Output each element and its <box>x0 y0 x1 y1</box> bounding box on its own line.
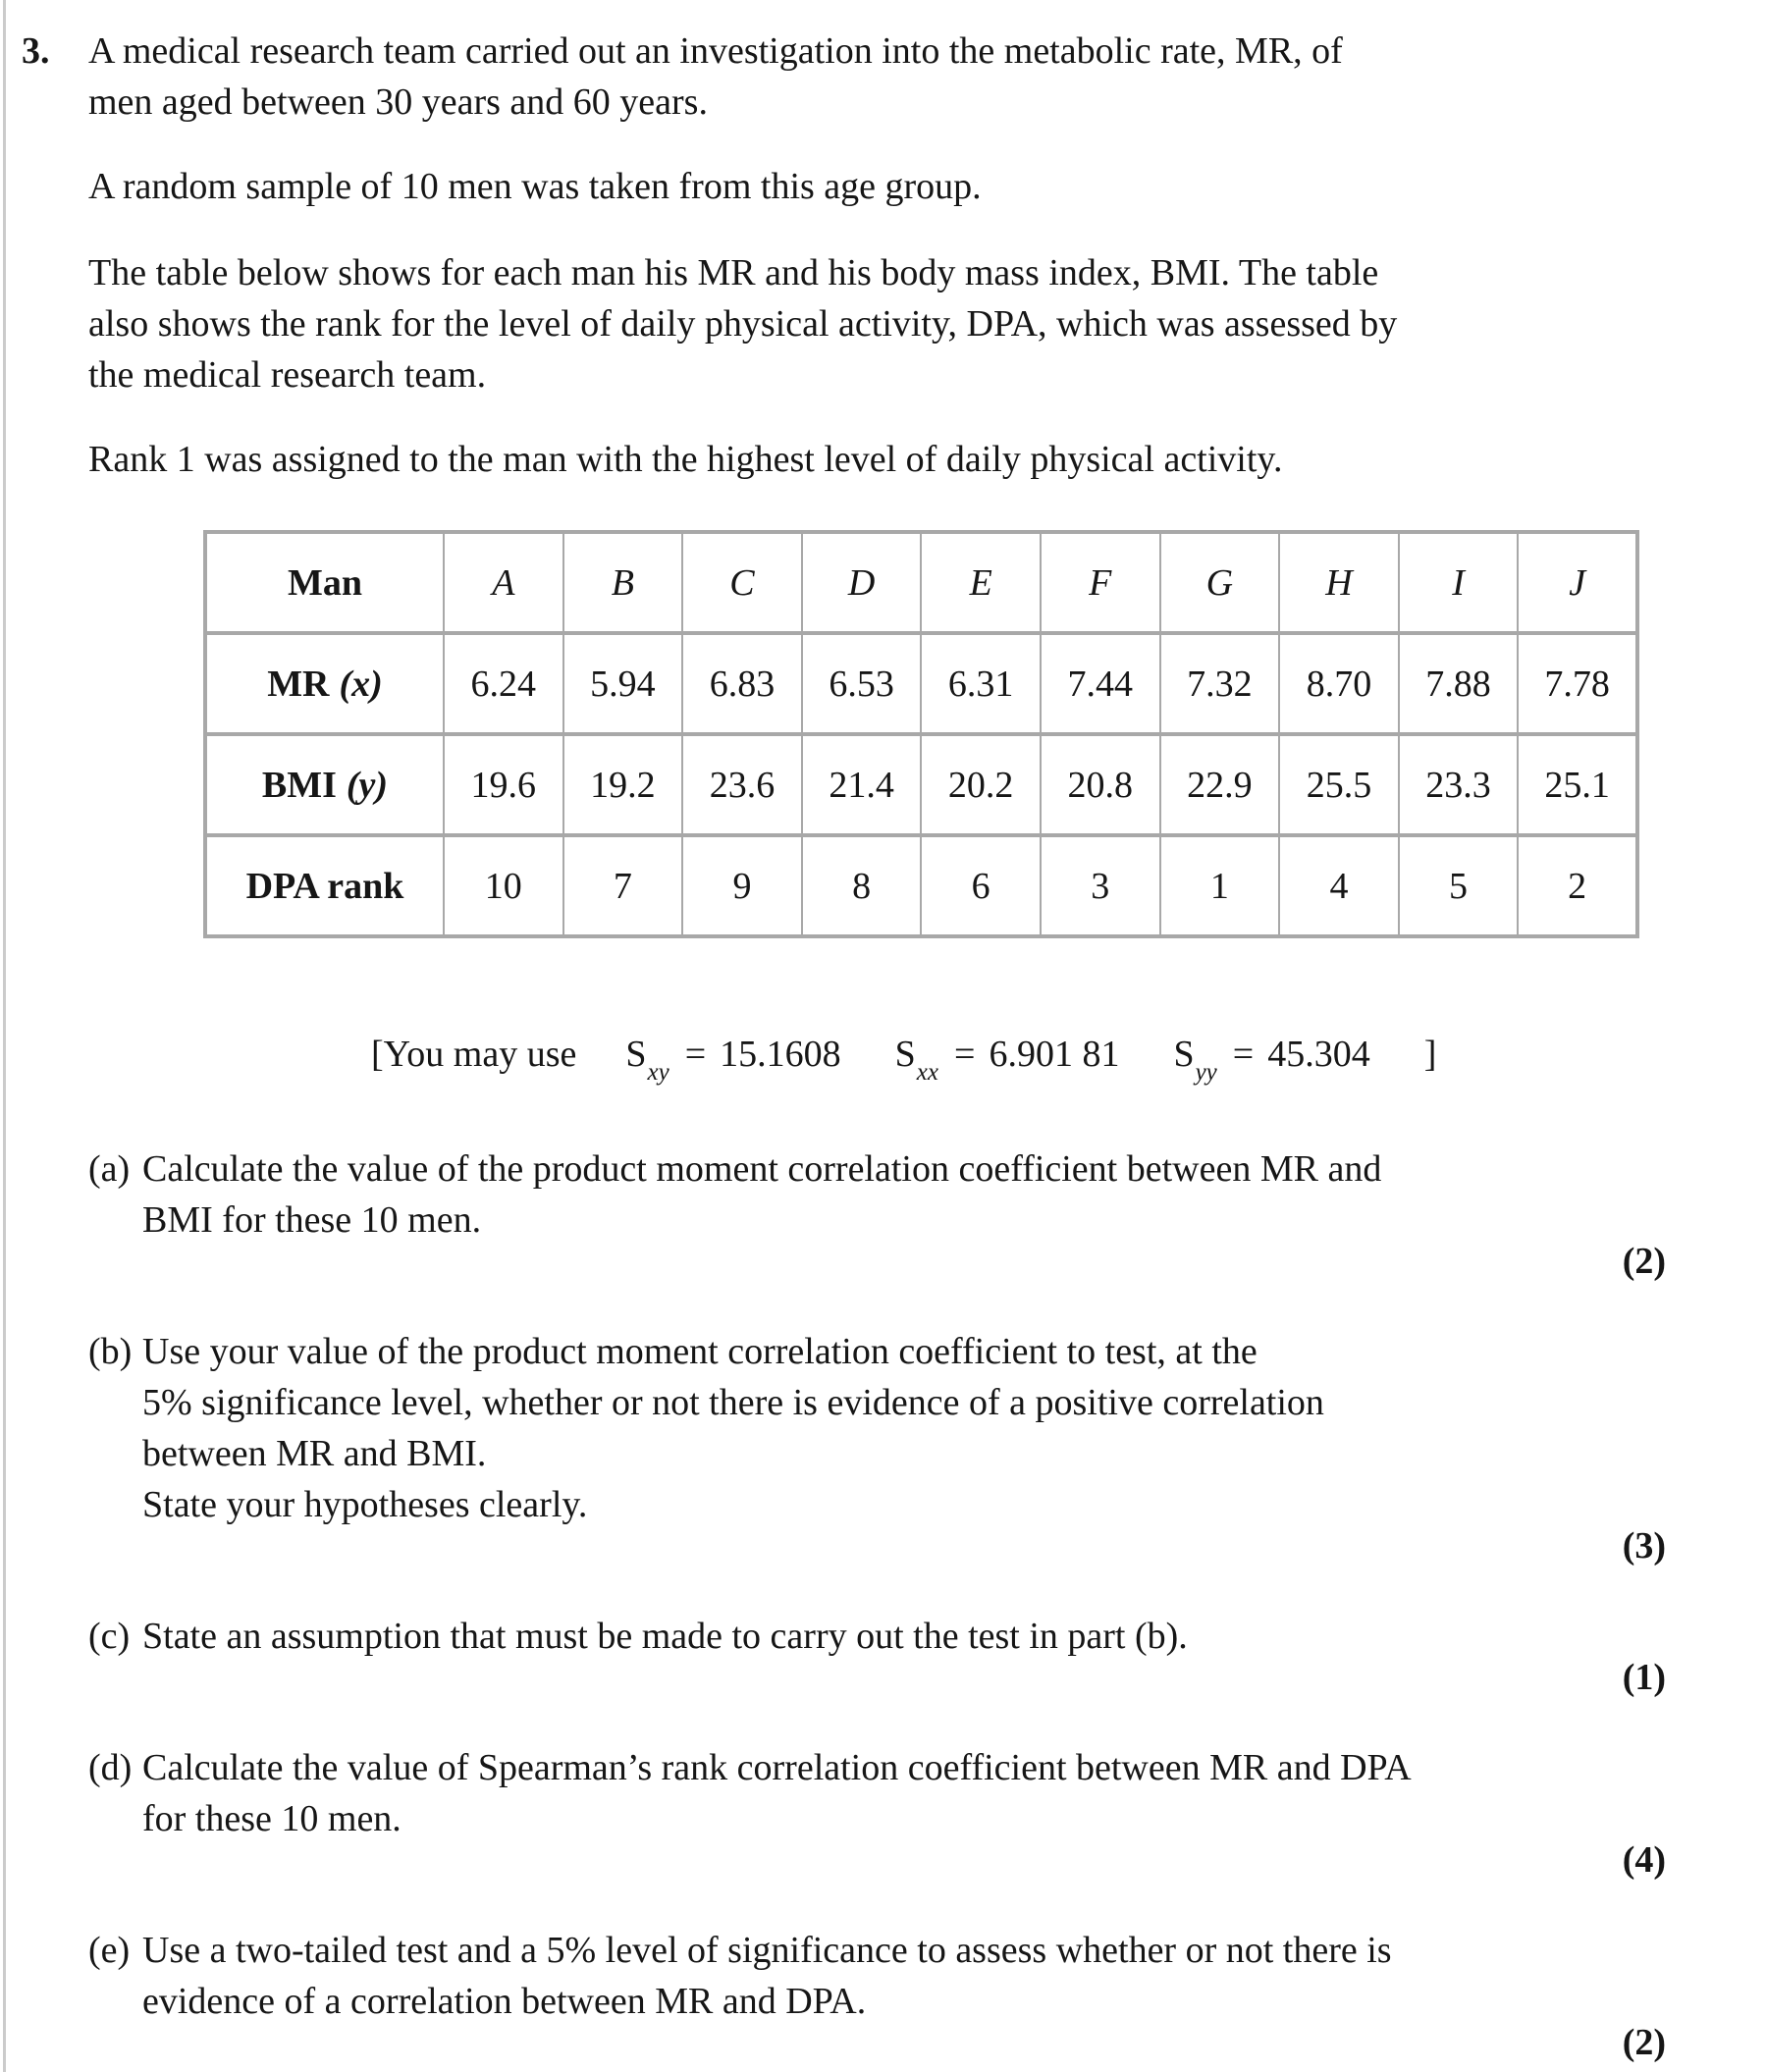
intro-paragraph <box>88 161 1666 212</box>
table-value-cell: 22.9 <box>1160 734 1280 835</box>
intro-paragraph <box>88 26 1666 128</box>
paragraph-line: men aged between 30 years and 60 years. <box>88 81 708 123</box>
part-line: State an assumption that must be made to carry out the test in part (b). <box>142 1616 1188 1657</box>
paragraph-line: A medical research team carried out an investigation into the metabolic rate, MR, of <box>88 30 1343 72</box>
part-body <box>142 1143 1666 1246</box>
formula-subscript: yy <box>1195 1059 1217 1086</box>
row-header-cell <box>205 734 444 835</box>
formula-value: 15.1608 <box>720 1034 841 1075</box>
part-body <box>142 1925 1666 2027</box>
part-group <box>88 1143 1666 1287</box>
part-body <box>142 1742 1666 1844</box>
table-value-cell: 6.83 <box>682 633 802 734</box>
table-value-cell: 6.53 <box>802 633 922 734</box>
table-value-cell: 8 <box>802 835 922 936</box>
page-edge-line <box>3 0 6 2072</box>
table-value-cell: 20.8 <box>1041 734 1160 835</box>
man-letter-cell: A <box>444 532 563 633</box>
table-value-cell: 6.24 <box>444 633 563 734</box>
table-row <box>205 734 1637 835</box>
table-value-cell: 21.4 <box>802 734 922 835</box>
paragraph-line: Rank 1 was assigned to the man with the highest level of daily physical activity. <box>88 439 1283 480</box>
question-part <box>88 1742 1666 1844</box>
marks-badge: (1) <box>1622 1657 1666 1698</box>
usage-note-lead: You may use <box>383 1034 577 1075</box>
part-line: Calculate the value of the product moment correlation coefficient between MR and <box>142 1148 1382 1190</box>
table-value-cell: 7.32 <box>1160 633 1280 734</box>
paragraph-line: also shows the rank for the level of daily physical activity, DPA, which was assessed by <box>88 303 1398 345</box>
table-value-cell: 2 <box>1518 835 1637 936</box>
usage-note <box>371 1023 1666 1104</box>
parts <box>88 1143 1666 2068</box>
part-group <box>88 1326 1666 1571</box>
part-body <box>142 1611 1666 1662</box>
table-value-cell: 20.2 <box>921 734 1041 835</box>
part-line: BMI for these 10 men. <box>142 1199 482 1241</box>
paragraph-line: the medical research team. <box>88 354 487 396</box>
row-header-label: MR <box>267 663 330 705</box>
part-label: (c) <box>88 1616 131 1657</box>
part-label: (a) <box>88 1148 131 1190</box>
part-line: evidence of a correlation between MR and DPA. <box>142 1981 867 2022</box>
part-line: for these 10 men. <box>142 1798 401 1839</box>
table-value-cell: 10 <box>444 835 563 936</box>
table-value-cell: 19.2 <box>563 734 683 835</box>
data-table <box>203 530 1639 938</box>
formula-value: 45.304 <box>1267 1034 1370 1075</box>
open-bracket: [ <box>371 1034 384 1075</box>
part-label: (e) <box>88 1930 131 1971</box>
part-line: Calculate the value of Spearman’s rank correlation coefficient between MR and DPA <box>142 1747 1412 1788</box>
question-part <box>88 1143 1666 1246</box>
intro-paragraph <box>88 247 1666 400</box>
table-row-men <box>205 532 1637 633</box>
equals-sign: = <box>954 1034 976 1075</box>
formula-symbol: S <box>1173 1034 1195 1075</box>
table-value-cell: 5 <box>1399 835 1519 936</box>
row-header-cell <box>205 835 444 936</box>
intro-paragraph <box>88 434 1666 485</box>
man-letter-cell: G <box>1160 532 1280 633</box>
part-group <box>88 1611 1666 1703</box>
man-letter-cell: I <box>1399 532 1519 633</box>
formula-subscript: xx <box>916 1059 938 1086</box>
paragraph-line: The table below shows for each man his MR and his body mass index, BMI. The table <box>88 252 1379 293</box>
table-value-cell: 7.44 <box>1041 633 1160 734</box>
man-letter-cell: J <box>1518 532 1637 633</box>
formula-value: 6.901 81 <box>989 1034 1120 1075</box>
part-group <box>88 1742 1666 1886</box>
part-label: (d) <box>88 1747 133 1788</box>
table-value-cell: 4 <box>1279 835 1399 936</box>
equals-sign: = <box>1232 1034 1255 1075</box>
formula-subscript: xy <box>647 1059 669 1086</box>
part-line: 5% significance level, whether or not there is evidence of a positive correlation <box>142 1382 1324 1423</box>
table-value-cell: 8.70 <box>1279 633 1399 734</box>
formula-term <box>1173 1034 1370 1086</box>
man-letter-cell: E <box>921 532 1041 633</box>
part-line: Use a two-tailed test and a 5% level of significance to assess whether or not there is <box>142 1930 1392 1971</box>
table-value-cell: 7.88 <box>1399 633 1519 734</box>
formula-symbol: S <box>894 1034 916 1075</box>
question-number: 3. <box>22 30 50 72</box>
formula-term <box>625 1034 841 1086</box>
table-value-cell: 9 <box>682 835 802 936</box>
close-bracket: ] <box>1423 1034 1437 1075</box>
table-value-cell: 23.3 <box>1399 734 1519 835</box>
equals-sign: = <box>684 1034 707 1075</box>
table-value-cell: 25.5 <box>1279 734 1399 835</box>
paragraph-line: A random sample of 10 men was taken from this age group. <box>88 166 982 207</box>
table-row <box>205 835 1637 936</box>
man-letter-cell: H <box>1279 532 1399 633</box>
man-letter-cell: F <box>1041 532 1160 633</box>
part-label: (b) <box>88 1331 133 1372</box>
question-part <box>88 1925 1666 2027</box>
marks-badge: (3) <box>1622 1525 1666 1567</box>
part-group <box>88 1925 1666 2068</box>
table-value-cell: 3 <box>1041 835 1160 936</box>
table-value-cell: 25.1 <box>1518 734 1637 835</box>
table-value-cell: 7 <box>563 835 683 936</box>
table-value-cell: 7.78 <box>1518 633 1637 734</box>
row-header-variable: (x) <box>339 663 383 705</box>
row-header-variable: (y) <box>346 764 389 806</box>
man-letter-cell: C <box>682 532 802 633</box>
part-body <box>142 1326 1666 1530</box>
data-table-body <box>205 532 1637 936</box>
table-value-cell: 5.94 <box>563 633 683 734</box>
question-part <box>88 1611 1666 1662</box>
formula-term <box>894 1034 1120 1086</box>
table-value-cell: 6.31 <box>921 633 1041 734</box>
table-row <box>205 633 1637 734</box>
question-part <box>88 1326 1666 1530</box>
intro-paragraphs <box>88 26 1666 485</box>
man-letter-cell: D <box>802 532 922 633</box>
row-header-label: DPA rank <box>245 865 404 907</box>
marks-badge: (2) <box>1622 1241 1666 1282</box>
formula-symbol: S <box>625 1034 647 1075</box>
table-value-cell: 19.6 <box>444 734 563 835</box>
table-corner-cell: Man <box>205 532 444 633</box>
marks-badge: (4) <box>1622 1839 1666 1881</box>
table-value-cell: 1 <box>1160 835 1280 936</box>
row-header-cell <box>205 633 444 734</box>
row-header-label: BMI <box>261 764 337 806</box>
part-line: Use your value of the product moment correlation coefficient to test, at the <box>142 1331 1258 1372</box>
man-letter-cell: B <box>563 532 683 633</box>
part-line: between MR and BMI. <box>142 1433 487 1474</box>
table-value-cell: 6 <box>921 835 1041 936</box>
part-line: State your hypotheses clearly. <box>142 1484 588 1525</box>
table-value-cell: 23.6 <box>682 734 802 835</box>
marks-badge: (2) <box>1622 2022 1666 2063</box>
